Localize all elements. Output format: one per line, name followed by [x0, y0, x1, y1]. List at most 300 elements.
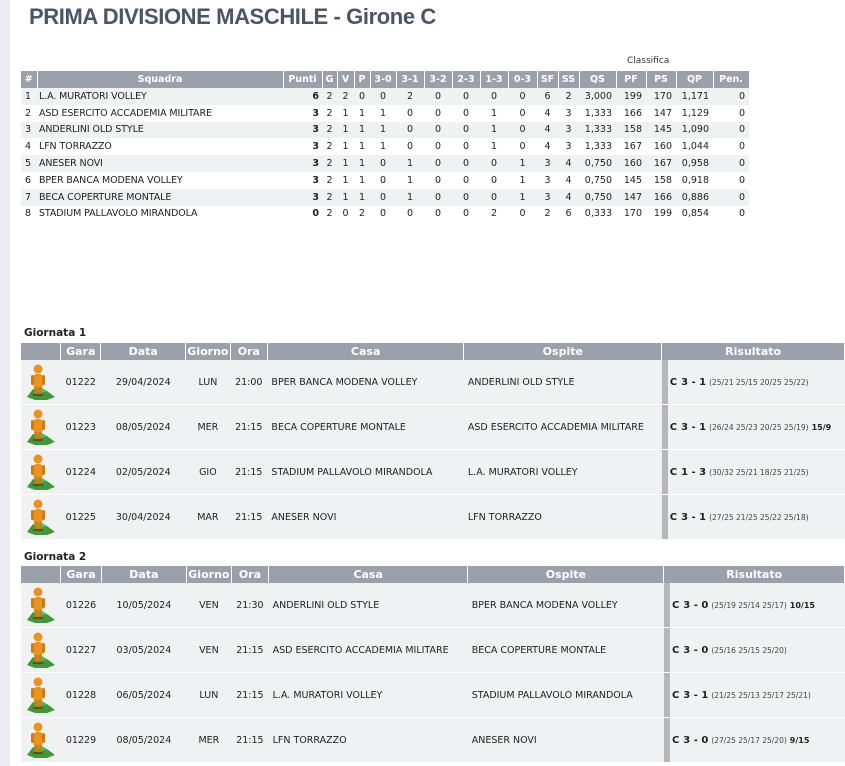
- result-1-3-cell: 0: [480, 88, 508, 105]
- result-status-letter: C: [671, 644, 680, 656]
- standings-column-header: 3-2: [424, 71, 452, 88]
- standings-column-header: P: [354, 71, 370, 88]
- points-cell: 3: [283, 122, 322, 139]
- result-3-0-cell: 1: [370, 138, 396, 155]
- away-team-cell: BECA COPERTURE MONTALE: [468, 628, 664, 673]
- sets-won-cell: 4: [537, 138, 558, 155]
- standings-column-header: PS: [646, 71, 676, 88]
- match-score: 3 - 0: [683, 734, 709, 746]
- result-status-letter: C: [669, 511, 678, 523]
- standings-column-header: 3-1: [396, 71, 424, 88]
- time-cell: 21:15: [230, 450, 267, 495]
- left-sidebar-strip: [0, 0, 10, 766]
- points-ratio-cell: 0,958: [676, 155, 713, 172]
- points-cell: 6: [283, 88, 322, 105]
- losses-cell: 1: [354, 122, 370, 139]
- match-score: 3 - 1: [681, 511, 707, 523]
- standings-row: [21, 122, 749, 139]
- wins-cell: 1: [337, 105, 354, 122]
- result-cell: [664, 628, 845, 673]
- weekday-cell: VEN: [187, 583, 232, 628]
- team-name-cell: L.A. MURATORI VOLLEY: [37, 88, 283, 105]
- result-3-2-cell: 0: [424, 138, 452, 155]
- team-name-cell: ASD ESERCITO ACCADEMIA MILITARE: [37, 105, 283, 122]
- home-team-cell: ANESER NOVI: [267, 495, 463, 540]
- set-scores: (27/25 25/17 25/20): [711, 735, 787, 745]
- result-3-1-cell: 1: [396, 189, 424, 206]
- home-team-cell: LFN TORRAZZO: [269, 718, 468, 763]
- wins-cell: 1: [337, 138, 354, 155]
- result-status-letter: C: [671, 689, 680, 701]
- match-score: 3 - 1: [681, 421, 707, 433]
- standings-row: [21, 155, 749, 172]
- date-cell: 30/04/2024: [101, 495, 186, 540]
- match-score: 3 - 0: [683, 644, 709, 656]
- time-cell: 21:15: [230, 495, 267, 540]
- result-status-bar: [662, 495, 668, 539]
- weekday-cell: MER: [187, 718, 232, 763]
- points-against-cell: 145: [646, 122, 676, 139]
- points-ratio-cell: 0,854: [676, 206, 713, 223]
- result-cell: [664, 718, 845, 763]
- fixtures-header-row: [21, 343, 845, 360]
- sets-ratio-cell: 1,333: [579, 122, 616, 139]
- standings-column-header: G: [322, 71, 337, 88]
- penalty-cell: 0: [713, 88, 749, 105]
- points-against-cell: 160: [646, 138, 676, 155]
- standings-column-header: #: [21, 71, 37, 88]
- game-number-cell: 01225: [61, 495, 101, 540]
- sets-won-cell: 6: [537, 88, 558, 105]
- wins-cell: 1: [337, 122, 354, 139]
- points-cell: 3: [283, 172, 322, 189]
- result-2-3-cell: 0: [452, 105, 480, 122]
- games-played-cell: 2: [322, 189, 337, 206]
- result-3-1-cell: 0: [396, 206, 424, 223]
- team-name-cell: STADIUM PALLAVOLO MIRANDOLA: [37, 206, 283, 223]
- result-container: [664, 718, 845, 762]
- standings-row: [21, 189, 749, 206]
- result-cell: [662, 405, 845, 450]
- standings-column-header: Squadra: [37, 71, 283, 88]
- result-3-2-cell: 0: [424, 105, 452, 122]
- standings-caption: Classifica: [627, 56, 670, 66]
- time-cell: 21:15: [231, 673, 268, 718]
- sets-lost-cell: 3: [558, 122, 579, 139]
- referee-icon[interactable]: [21, 628, 61, 673]
- set-scores: (26/24 25/23 20/25 25/19): [709, 422, 809, 432]
- standings-row: [21, 206, 749, 223]
- fixture-row: [21, 405, 845, 450]
- points-against-cell: 199: [646, 206, 676, 223]
- team-name-cell: LFN TORRAZZO: [37, 138, 283, 155]
- result-2-3-cell: 0: [452, 155, 480, 172]
- result-status-letter: C: [669, 466, 678, 478]
- games-played-cell: 2: [322, 88, 337, 105]
- sets-ratio-cell: 0,750: [579, 172, 616, 189]
- result-status-bar: [662, 450, 668, 494]
- time-cell: 21:15: [230, 405, 267, 450]
- result-2-3-cell: 0: [452, 122, 480, 139]
- result-3-0-cell: 0: [370, 155, 396, 172]
- fixtures-column-header: Gara: [61, 566, 101, 583]
- fixtures-column-header: Risultato: [664, 566, 845, 583]
- losses-cell: 1: [354, 189, 370, 206]
- standings-row: [21, 105, 749, 122]
- result-3-0-cell: 1: [370, 105, 396, 122]
- sets-ratio-cell: 3,000: [579, 88, 616, 105]
- sets-ratio-cell: 1,333: [579, 138, 616, 155]
- result-3-1-cell: 2: [396, 88, 424, 105]
- referee-icon[interactable]: [21, 405, 61, 450]
- games-played-cell: 2: [322, 206, 337, 223]
- result-0-3-cell: 1: [508, 189, 537, 206]
- points-cell: 3: [283, 105, 322, 122]
- fixtures-column-header: Data: [101, 566, 186, 583]
- time-cell: 21:00: [230, 360, 267, 405]
- games-played-cell: 2: [322, 105, 337, 122]
- fixtures-table: [21, 566, 845, 763]
- fixtures-icon-header: [21, 566, 61, 583]
- result-container: [662, 450, 845, 494]
- referee-icon[interactable]: [21, 583, 61, 628]
- points-for-cell: 147: [616, 189, 646, 206]
- round-title: Giornata 2: [24, 551, 87, 563]
- sets-won-cell: 3: [537, 155, 558, 172]
- home-team-cell: STADIUM PALLAVOLO MIRANDOLA: [267, 450, 463, 495]
- points-ratio-cell: 1,090: [676, 122, 713, 139]
- result-2-3-cell: 0: [452, 189, 480, 206]
- wins-cell: 0: [337, 206, 354, 223]
- team-name-cell: ANESER NOVI: [37, 155, 283, 172]
- fixtures-column-header: Casa: [269, 566, 468, 583]
- sets-lost-cell: 6: [558, 206, 579, 223]
- weekday-cell: VEN: [187, 628, 232, 673]
- penalty-cell: 0: [713, 155, 749, 172]
- referee-icon[interactable]: [21, 495, 61, 540]
- penalty-cell: 0: [713, 122, 749, 139]
- sets-lost-cell: 3: [558, 105, 579, 122]
- match-score: 1 - 3: [681, 466, 707, 478]
- result-container: [662, 360, 845, 404]
- result-container: [664, 628, 845, 672]
- sets-won-cell: 4: [537, 122, 558, 139]
- result-1-3-cell: 2: [480, 206, 508, 223]
- points-for-cell: 160: [616, 155, 646, 172]
- result-3-0-cell: 0: [370, 88, 396, 105]
- match-score: 3 - 0: [683, 599, 709, 611]
- points-against-cell: 166: [646, 189, 676, 206]
- result-container: [662, 405, 845, 449]
- result-0-3-cell: 0: [508, 138, 537, 155]
- fixture-row: [21, 673, 845, 718]
- wins-cell: 2: [337, 88, 354, 105]
- fixtures-column-header: Gara: [61, 343, 101, 360]
- game-number-cell: 01227: [61, 628, 101, 673]
- points-cell: 3: [283, 138, 322, 155]
- set-scores: (30/32 25/21 18/25 21/25): [709, 467, 809, 477]
- games-played-cell: 2: [322, 155, 337, 172]
- standings-row: [21, 172, 749, 189]
- points-ratio-cell: 0,918: [676, 172, 713, 189]
- date-cell: 06/05/2024: [101, 673, 186, 718]
- result-1-3-cell: 0: [480, 189, 508, 206]
- losses-cell: 1: [354, 105, 370, 122]
- result-status-bar: [664, 673, 670, 717]
- standings-column-header: Pen.: [713, 71, 749, 88]
- standings-row: [21, 138, 749, 155]
- result-2-3-cell: 0: [452, 88, 480, 105]
- result-1-3-cell: 1: [480, 138, 508, 155]
- position-cell: 8: [21, 206, 37, 223]
- referee-icon[interactable]: [21, 673, 61, 718]
- fixtures-column-header: Ospite: [468, 566, 664, 583]
- fixture-row: [21, 360, 845, 405]
- points-ratio-cell: 1,129: [676, 105, 713, 122]
- away-team-cell: ASD ESERCITO ACCADEMIA MILITARE: [464, 405, 662, 450]
- penalty-cell: 0: [713, 206, 749, 223]
- result-0-3-cell: 1: [508, 155, 537, 172]
- team-name-cell: ANDERLINI OLD STYLE: [37, 122, 283, 139]
- fixtures-column-header: Ora: [231, 566, 268, 583]
- result-cell: [662, 495, 845, 540]
- set-scores: (27/25 21/25 25/22 25/18): [709, 512, 809, 522]
- weekday-cell: LUN: [186, 360, 231, 405]
- wins-cell: 1: [337, 189, 354, 206]
- points-ratio-cell: 1,171: [676, 88, 713, 105]
- standings-column-header: SF: [537, 71, 558, 88]
- sets-ratio-cell: 0,750: [579, 189, 616, 206]
- penalty-cell: 0: [713, 172, 749, 189]
- points-for-cell: 199: [616, 88, 646, 105]
- standings-column-header: 0-3: [508, 71, 537, 88]
- fixtures-column-header: Giorno: [187, 345, 229, 358]
- game-number-cell: 01228: [61, 673, 101, 718]
- set-scores: (25/21 25/15 20/25 25/22): [709, 377, 809, 387]
- result-1-3-cell: 0: [480, 172, 508, 189]
- standings-column-header: QP: [676, 71, 713, 88]
- weekday-cell: LUN: [187, 673, 232, 718]
- standings-row: [21, 88, 749, 105]
- result-0-3-cell: 1: [508, 172, 537, 189]
- fixture-row: [21, 718, 845, 763]
- result-3-1-cell: 0: [396, 138, 424, 155]
- result-container: [664, 673, 845, 717]
- result-3-0-cell: 0: [370, 189, 396, 206]
- position-cell: 3: [21, 122, 37, 139]
- standings-column-header: QS: [579, 71, 616, 88]
- game-number-cell: 01226: [61, 583, 101, 628]
- result-2-3-cell: 0: [452, 206, 480, 223]
- fixtures-column-header: Ora: [230, 343, 267, 360]
- result-3-2-cell: 0: [424, 122, 452, 139]
- penalty-cell: 0: [713, 138, 749, 155]
- result-status-bar: [664, 628, 670, 672]
- points-against-cell: 158: [646, 172, 676, 189]
- points-cell: 3: [283, 155, 322, 172]
- home-team-cell: L.A. MURATORI VOLLEY: [269, 673, 468, 718]
- fixture-row: [21, 450, 845, 495]
- date-cell: 03/05/2024: [101, 628, 186, 673]
- sets-lost-cell: 4: [558, 155, 579, 172]
- result-0-3-cell: 0: [508, 88, 537, 105]
- game-number-cell: 01229: [61, 718, 101, 763]
- points-for-cell: 170: [616, 206, 646, 223]
- away-team-cell: ANESER NOVI: [468, 718, 664, 763]
- standings-column-header: PF: [616, 71, 646, 88]
- standings-column-header: 3-0: [370, 71, 396, 88]
- games-played-cell: 2: [322, 172, 337, 189]
- game-number-cell: 01224: [61, 450, 101, 495]
- fixture-row: [21, 628, 845, 673]
- sets-won-cell: 4: [537, 105, 558, 122]
- home-team-cell: ASD ESERCITO ACCADEMIA MILITARE: [269, 628, 468, 673]
- result-3-0-cell: 0: [370, 206, 396, 223]
- losses-cell: 1: [354, 172, 370, 189]
- result-0-3-cell: 0: [508, 105, 537, 122]
- result-3-2-cell: 0: [424, 88, 452, 105]
- game-number-cell: 01223: [61, 405, 101, 450]
- home-team-cell: BECA COPERTURE MONTALE: [267, 405, 463, 450]
- points-against-cell: 147: [646, 105, 676, 122]
- page-title: PRIMA DIVISIONE MASCHILE - Girone C: [29, 4, 436, 29]
- result-cell: [664, 583, 845, 628]
- sets-won-cell: 3: [537, 189, 558, 206]
- game-number-cell: 01222: [61, 360, 101, 405]
- result-0-3-cell: 0: [508, 122, 537, 139]
- sets-lost-cell: 4: [558, 189, 579, 206]
- result-status-bar: [662, 405, 668, 449]
- points-ratio-cell: 1,044: [676, 138, 713, 155]
- fixtures-icon-header: [21, 343, 61, 360]
- result-3-1-cell: 0: [396, 105, 424, 122]
- result-2-3-cell: 0: [452, 172, 480, 189]
- penalty-cell: 0: [713, 189, 749, 206]
- games-played-cell: 2: [322, 138, 337, 155]
- result-status-bar: [664, 583, 670, 627]
- losses-cell: 0: [354, 88, 370, 105]
- wins-cell: 1: [337, 172, 354, 189]
- result-status-bar: [664, 718, 670, 762]
- result-1-3-cell: 1: [480, 122, 508, 139]
- away-team-cell: STADIUM PALLAVOLO MIRANDOLA: [468, 673, 664, 718]
- referee-icon[interactable]: [21, 360, 61, 405]
- weekday-cell: GIO: [186, 450, 231, 495]
- sets-lost-cell: 2: [558, 88, 579, 105]
- position-cell: 5: [21, 155, 37, 172]
- result-2-3-cell: 0: [452, 138, 480, 155]
- away-team-cell: LFN TORRAZZO: [464, 495, 662, 540]
- result-3-2-cell: 0: [424, 155, 452, 172]
- result-3-1-cell: 1: [396, 172, 424, 189]
- points-for-cell: 158: [616, 122, 646, 139]
- penalty-cell: 0: [713, 105, 749, 122]
- result-3-2-cell: 0: [424, 206, 452, 223]
- losses-cell: 2: [354, 206, 370, 223]
- fixtures-column-header: Casa: [267, 343, 463, 360]
- sets-lost-cell: 4: [558, 172, 579, 189]
- result-1-3-cell: 1: [480, 105, 508, 122]
- weekday-cell: MAR: [186, 495, 231, 540]
- date-cell: 10/05/2024: [101, 583, 186, 628]
- points-against-cell: 170: [646, 88, 676, 105]
- position-cell: 7: [21, 189, 37, 206]
- sets-won-cell: 2: [537, 206, 558, 223]
- sets-won-cell: 3: [537, 172, 558, 189]
- standings-column-header: Punti: [283, 71, 322, 88]
- sets-lost-cell: 3: [558, 138, 579, 155]
- home-team-cell: ANDERLINI OLD STYLE: [269, 583, 468, 628]
- date-cell: 02/05/2024: [101, 450, 186, 495]
- team-name-cell: BECA COPERTURE MONTALE: [37, 189, 283, 206]
- referee-icon[interactable]: [21, 718, 61, 763]
- result-1-3-cell: 0: [480, 155, 508, 172]
- fixture-row: [21, 495, 845, 540]
- standings-table: [21, 71, 750, 222]
- games-played-cell: 2: [322, 122, 337, 139]
- date-cell: 08/05/2024: [101, 405, 186, 450]
- fixtures-table: [21, 343, 845, 540]
- result-status-letter: C: [669, 376, 678, 388]
- position-cell: 4: [21, 138, 37, 155]
- position-cell: 2: [21, 105, 37, 122]
- team-name-cell: BPER BANCA MODENA VOLLEY: [37, 172, 283, 189]
- result-3-0-cell: 0: [370, 172, 396, 189]
- result-cell: [662, 450, 845, 495]
- result-3-1-cell: 0: [396, 122, 424, 139]
- result-3-1-cell: 1: [396, 155, 424, 172]
- date-cell: 29/04/2024: [101, 360, 186, 405]
- away-team-cell: BPER BANCA MODENA VOLLEY: [468, 583, 664, 628]
- match-score: 3 - 1: [681, 376, 707, 388]
- time-cell: 21:15: [231, 718, 268, 763]
- result-3-2-cell: 0: [424, 172, 452, 189]
- points-for-cell: 166: [616, 105, 646, 122]
- referee-icon[interactable]: [21, 450, 61, 495]
- standings-column-header: SS: [558, 71, 579, 88]
- points-cell: 3: [283, 189, 322, 206]
- result-status-letter: C: [669, 421, 678, 433]
- standings-column-header: 1-3: [480, 71, 508, 88]
- result-3-0-cell: 1: [370, 122, 396, 139]
- result-0-3-cell: 0: [508, 206, 537, 223]
- points-cell: 0: [283, 206, 322, 223]
- match-score: 3 - 1: [683, 689, 709, 701]
- points-ratio-cell: 0,886: [676, 189, 713, 206]
- sets-ratio-cell: 0,750: [579, 155, 616, 172]
- result-container: [664, 583, 845, 627]
- fixtures-column-header: Data: [101, 343, 186, 360]
- fixture-row: [21, 583, 845, 628]
- position-cell: 1: [21, 88, 37, 105]
- fixtures-column-header: Giorno: [188, 568, 230, 581]
- set-scores: (25/19 25/14 25/17): [711, 600, 787, 610]
- points-for-cell: 145: [616, 172, 646, 189]
- losses-cell: 1: [354, 138, 370, 155]
- away-team-cell: L.A. MURATORI VOLLEY: [464, 450, 662, 495]
- set-scores: (21/25 25/13 25/17 25/21): [711, 690, 811, 700]
- points-against-cell: 167: [646, 155, 676, 172]
- position-cell: 6: [21, 172, 37, 189]
- result-status-bar: [662, 360, 668, 404]
- result-container: [662, 495, 845, 539]
- time-cell: 21:15: [231, 628, 268, 673]
- result-extra: 9/15: [789, 735, 810, 745]
- away-team-cell: ANDERLINI OLD STYLE: [464, 360, 662, 405]
- weekday-cell: MER: [186, 405, 231, 450]
- date-cell: 08/05/2024: [101, 718, 186, 763]
- standings-column-header: V: [337, 71, 354, 88]
